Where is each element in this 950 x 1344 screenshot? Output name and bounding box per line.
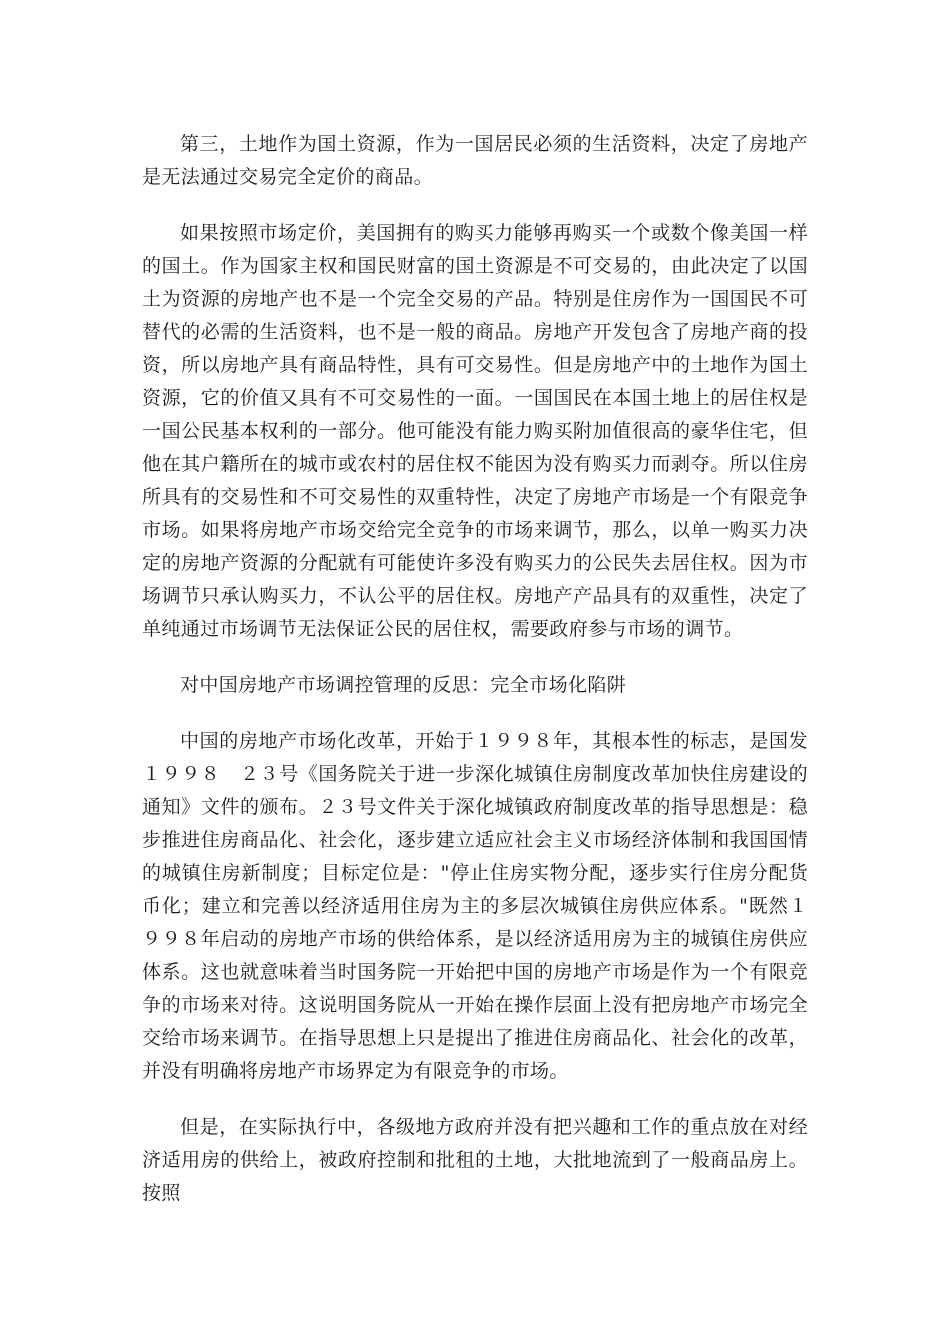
section-heading: 对中国房地产市场调控管理的反思：完全市场化陷阱 — [180, 674, 627, 696]
paragraph-market-pricing: 如果按照市场定价，美国拥有的购买力能够再购买一个或数个像美国一样的国土。作为国家主权和国民财富的国土资源是不可交易的，由此决定了以国土为资源的房地产也不是一个完全交易的产品。特别是住房作为一国国民不可替代的必需的生活资料，也不是一般的商品。房地产开发包含了房地产商的投资，所以房地产具有商品特性，具有可交易性。但是房地产中的土地作为国土资源，它的价值又具有不可交易性的一面。一国国民在本国土地上的居住权是一国公民基本权利的一部分。他可能没有能力购买附加值很高的豪华住宅，但他在其户籍所在的城市或农村的居住权不能因为没有购买力而剥夺。所以住房所具有的交易性和不可交易性的双重特性，决定了房地产市场是一个有限竞争市场。如果将房地产市场交给完全竞争的市场来调节，那么，以单一购买力决定的房地产资源的分配就有可能使许多没有购买力的公民失去居住权。因为市场调节只承认购买力，不认公平的居住权。房地产产品具有的双重性，决定了单纯通过市场调节无法保证公民的居住权，需要政府参与市场的调节。 — [142, 222, 808, 640]
document-body — [142, 128, 808, 1233]
paragraph-local-government: 但是，在实际执行中，各级地方政府并没有把兴趣和工作的重点放在对经济适用房的供给上，被政府控制和批租的土地，大批地流到了一般商品房上。按照 — [142, 1116, 808, 1204]
paragraph-reform-1998: 中国的房地产市场化改革，开始于１９９８年，其根本性的标志，是国发１９９８ ２３号《国务院关于进一步深化城镇住房制度改革加快住房建设的通知》文件的颁布。２３号文件关于深化城镇政府制度改革的指导思想是：稳步推进住房商品化、社会化，逐步建立适应社会主义市场经济体制和我国国情的城镇住房新制度；目标定位是："停止住房实物分配，逐步实行住房分配货币化；建立和完善以经济适用住房为主的多层次城镇住房供应体系。"既然１９９８年启动的房地产市场的供给体系，是以经济适用房为主的城镇住房供应体系。这也就意味着当时国务院一开始把中国的房地产市场是作为一个有限竞争的市场来对待。这说明国务院从一开始在操作层面上没有把房地产市场完全交给市场来调节。在指导思想上只是提出了推进住房商品化、社会化的改革，并没有明确将房地产市场界定为有限竞争的市场。 — [142, 730, 808, 1082]
paragraph-land-resource: 第三，土地作为国土资源，作为一国居民必须的生活资料，决定了房地产是无法通过交易完全定价的商品。 — [142, 133, 808, 188]
